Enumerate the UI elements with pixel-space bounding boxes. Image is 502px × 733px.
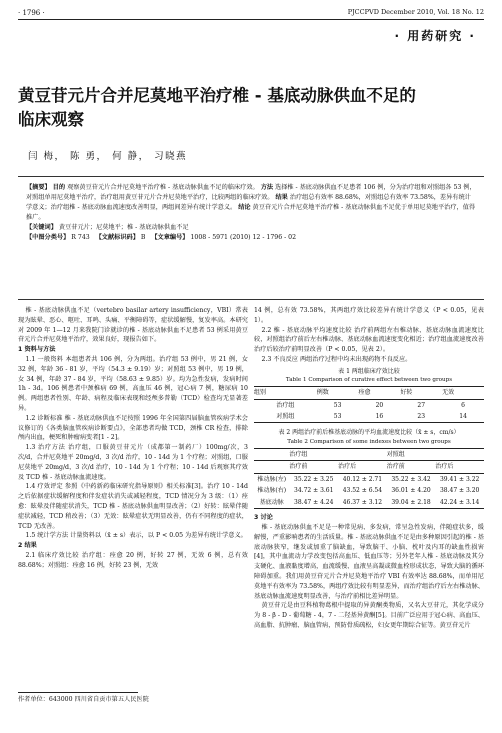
para-1-2: 1.2 诊断标准 椎 - 基底动脉供血不足按照 1996 年全国第四届脑血管疾病学术会议修订的《各类脑血管疾病诊断要点》，全部患者均做 TCD，颈椎 CR 检查，排除颅内出血，梗死和肿瘤病变者[1 - 2]。: [18, 414, 248, 442]
doc-label: 【文献标识码】: [95, 233, 139, 241]
para-2-2: 2.2 椎 - 基底动脉平均速度比较 治疗前两组左右椎动脉、基底动脉血流速度比较，对照组治疗前后左右椎动脉、基底动脉血流速度变化相近；治疗组血流速度改善治疗后较治疗前明显改善（P < 0.05，见表 2）。: [254, 326, 484, 354]
t2-subheader-cell: 治疗前: [387, 461, 436, 473]
article-value: 1008 - 5971 (2010) 12 - 1796 - 02: [190, 233, 297, 241]
table-row: [254, 473, 484, 485]
t2-cell: 36.01 ± 4.20: [391, 487, 431, 495]
t2-cell: 基底动脉: [259, 498, 284, 506]
t1-cell: 53: [333, 413, 342, 421]
t1-cell: 53: [333, 401, 342, 409]
t1-cell: 27: [417, 401, 426, 409]
t1-cell: 14: [459, 413, 467, 421]
t2-cell: 43.52 ± 6.54: [342, 487, 383, 495]
page-number: · 1796 ·: [18, 9, 45, 17]
t2-blank: [254, 448, 289, 460]
footer-rule: [18, 692, 138, 693]
abstract-label: 【摘要】: [26, 184, 51, 191]
keywords-text: 黄豆苷元片；尼莫地平；椎 - 基底动脉供血不足: [58, 223, 189, 231]
class-label: 【中图分类号】: [26, 233, 70, 241]
t2-cell: 39.41 ± 3.22: [439, 475, 480, 483]
author-affiliation: 作者单位：643000 四川省自贡市第五人民医院: [18, 696, 149, 703]
para-2-1-cont: 14 例，总有效 73.58%，其两组疗效比较差异有统计学意义（P < 0.05，见表 1）。: [254, 307, 484, 324]
abstract-block: [18, 176, 484, 300]
t2-group-control: 对照组: [387, 448, 484, 460]
table2-caption-en: Table 2 Comparison of some indexes between two groups: [287, 438, 451, 445]
t2-group-treatment: 治疗组: [289, 448, 386, 460]
para-1-1: 1.1 一般资料 本组患者共 106 例，分为两组。治疗组 53 例中，男 21 例，女 32 例，年龄 36 - 81 岁，平均（54.3 ± 9.19）岁；对照组 53 例中，男 19 例，女 34 例，年龄 37 - 84 岁，平均（58.63 ± 9.85）岁。均为急性发病，发病时间 1h - 3d。106 例患者中颈椎病 69 例，高血压 46 例，冠心病 7 例，糖尿病 10 例。两组患者性别、年龄、病程及临床表现和经颅多普勒（TCD）检查均无显著差异。: [18, 355, 248, 412]
right-column: [254, 306, 484, 631]
class-value: R 743: [71, 233, 90, 241]
t1-cell: 对照组: [276, 413, 295, 421]
intro-paragraph: 椎 - 基底动脉供血不足（vertebro basilar artery insufficiency，VBI）常表现为眩晕、恶心、呕吐、耳鸣、头痛、平衡障碍等，症状缓解慢，复发率高。本研究对 2009 年 1—12 月来我院门诊就诊的椎 - 基底动脉供血不足患者 53 例采用黄豆苷元片合并尼莫地平治疗，效果良好，现报告如下。: [18, 307, 248, 344]
t2-cell: 38.47 ± 3.20: [439, 487, 480, 495]
article-label: 【文章编号】: [151, 233, 189, 241]
t2-cell: 35.22 ± 3.25: [294, 475, 334, 483]
t1-header-cell: 好转: [400, 387, 442, 399]
doc-value: B: [140, 233, 146, 241]
t2-subheader-cell: [254, 461, 289, 473]
purpose-text: 观察黄豆苷元片合并尼莫地平治疗椎 - 基底动脉供血不足的临床疗效。: [67, 184, 259, 191]
table-row: [254, 399, 484, 411]
header-rule: [18, 19, 484, 20]
title-line-1: 黄豆苷元片合并尼莫地平治疗椎 - 基底动脉供血不足的: [18, 86, 416, 105]
t2-cell: 椎动脉(右): [257, 487, 287, 495]
heading-methods: 1 资料与方法: [18, 346, 56, 354]
t1-header-cell: 无效: [442, 387, 484, 399]
classification-line: [26, 233, 476, 243]
t1-cell: 6: [461, 401, 465, 409]
conclusion-label: 结论: [238, 203, 251, 211]
para-1-3: 1.3 治疗方法 治疗组，口服黄豆苷元片（成都第一制药厂）100mg/次，3 次/d，合并尼莫地平 20mg/d，3 次/d 治疗，10 - 14d 为 1 个疗程；对照组，口服尼莫地平 20mg/d，3 次/d 治疗，10 - 14d 为 1 个疗程；10 - 14d 后观察其疗效及 TCD 椎 - 基底动脉血流速度。: [18, 444, 248, 481]
t2-subheader-cell: 治疗后: [338, 461, 387, 473]
table2-caption: 表 2 两组治疗前后椎基底动脉的平均血流速度比较（x̄ ± s，cm/s）: [278, 429, 460, 437]
t2-cell: 40.12 ± 2.71: [342, 475, 383, 483]
heading-discussion: 3 讨论: [254, 514, 273, 522]
heading-results: 2 结果: [18, 542, 37, 550]
t1-header-cell: 痊愈: [359, 387, 401, 399]
journal-header: PJCCPVD December 2010, Vol. 18 No. 12: [347, 8, 484, 16]
t2-cell: 39.04 ± 2.18: [391, 498, 431, 506]
section-label: · 用药研究 ·: [394, 29, 476, 43]
method-text: 选择椎 - 基底动脉供血不足患者 106 例，分为治疗组和对照组各 53 例，对照组单用尼莫地平治疗，治疗组用黄豆苷元片合并尼莫地平治疗，比较两组的临床疗效。: [26, 184, 476, 201]
result-label: 结果: [275, 193, 288, 201]
left-column: [18, 306, 248, 571]
para-1-5: 1.5 统计学方法 计量资料以（x̄ ± s）表示，以 P < 0.05 为差异有统计学意义。: [25, 532, 247, 540]
keywords-label: 【关键词】: [26, 223, 57, 231]
discussion-1: 椎 - 基底动脉供血不足是一种常见病、多发病，常呈急性发病，伴随症状多，缓解慢，严重影响患者的生活质量。椎 - 基底动脉供血不足是由多种原因引起的椎 - 基底动脉狭窄，继发或加重了脑缺血，导致脑干、小脑、枕叶及内耳的缺血性损害[4]，其中血流动力学改变包括高血压、低血压等；另外老年人椎 - 基底动脉及其分支硬化、血液黏度增高，血流缓慢、血液呈高凝或微血栓形成状态，导致大脑的循环障碍加重。我们用黄豆苷元片合并尼莫地平治疗 VBI 有效率达 88.68%，而单用尼莫地平有效率为 73.58%，两组疗效比较有明显差异，而治疗组治疗后左右椎动脉、基底动脉血流速度明显改善，与治疗前相比差异明显。: [254, 523, 484, 600]
t2-subheader-cell: 治疗前: [289, 461, 338, 473]
para-1-4: 1.4 疗效评定 参照《中药新药临床研究指导原则》相关标准[3]。治疗 10 - 14d 之后依据症状缓解程度和伴发症状消失或减轻程度，TCD 情况分为 3 级：（1）痊愈：眩晕及伴随症状消失，TCD 椎 - 基底动脉供血明显改善；（2）好转：眩晕伴随症状减轻，TCD 稍改善；（3）无效：眩晕症状无明显改善，仍有不同程度的症状，TCD 无改善。: [18, 483, 248, 530]
t2-cell: 35.22 ± 3.42: [391, 475, 431, 483]
method-label: 方法: [260, 184, 274, 191]
t2-cell: 椎动脉(左): [257, 475, 287, 483]
t1-cell: 20: [375, 401, 384, 409]
para-2-3: 2.3 不良反应 两组治疗过程中均未出现药物不良反应。: [261, 355, 412, 363]
t2-cell: 46.37 ± 3.12: [342, 498, 383, 506]
t2-cell: 42.24 ± 3.14: [439, 498, 480, 506]
table-1: [254, 386, 484, 423]
t1-cell: 治疗组: [276, 401, 295, 409]
keywords-line: [26, 223, 476, 233]
conclusion-text: 黄豆苷元片合并尼莫地平治疗椎 - 基底动脉供血不足优于单用尼莫地平治疗，值得推广。: [26, 203, 476, 221]
t2-subheader-cell: 治疗后: [435, 461, 484, 473]
table1-caption-en: Table 1 Comparison of curative effect between two groups: [285, 377, 453, 384]
t2-cell: 38.47 ± 4.24: [294, 498, 334, 506]
table1-caption: 表 1 两组临床疗效比较: [338, 367, 400, 375]
authors: 闫 梅， 陈 勇， 何 静， 习晓燕: [28, 151, 188, 162]
abstract-text: [26, 183, 476, 223]
purpose-label: 目的: [52, 184, 66, 191]
para-2-1: 2.1 临床疗效比较 治疗组：痊愈 20 例，好转 27 例，无效 6 例，总有效 88.68%；对照组：痊愈 16 例，好转 23 例，无效: [18, 551, 248, 569]
t1-header-cell: 组别: [254, 387, 317, 399]
t1-cell: 23: [417, 413, 426, 421]
table-row: [254, 411, 484, 423]
t1-header-cell: 例数: [317, 387, 359, 399]
t2-cell: 34.72 ± 3.61: [294, 487, 334, 495]
t1-cell: 16: [375, 413, 384, 421]
article-title: [18, 84, 438, 132]
discussion-2: 黄豆苷元是由豆科植物葛根中提取的异黄酮类物质，又名大豆苷元，其化学成分为 8 - β - D - 葡萄糖 - 4，7 - 二羟基异黄酮[5]。目前广泛应用于冠心病、高血压、高血脂、抗肿瘤、脑血管病，预防骨质疏松，妇女更年期综合征等。黄豆苷元片: [254, 602, 484, 629]
result-text: 治疗组总有效率 88.68%，对照组总有效率 73.58%，差异有统计学意义；治疗组椎 - 基底动脉血流速度改善明显，两组间差异有统计学意义。: [26, 193, 471, 211]
table-2: [254, 448, 484, 509]
table-row: [254, 497, 484, 509]
table-row: [254, 485, 484, 496]
title-line-2: 临床观察: [18, 109, 84, 129]
